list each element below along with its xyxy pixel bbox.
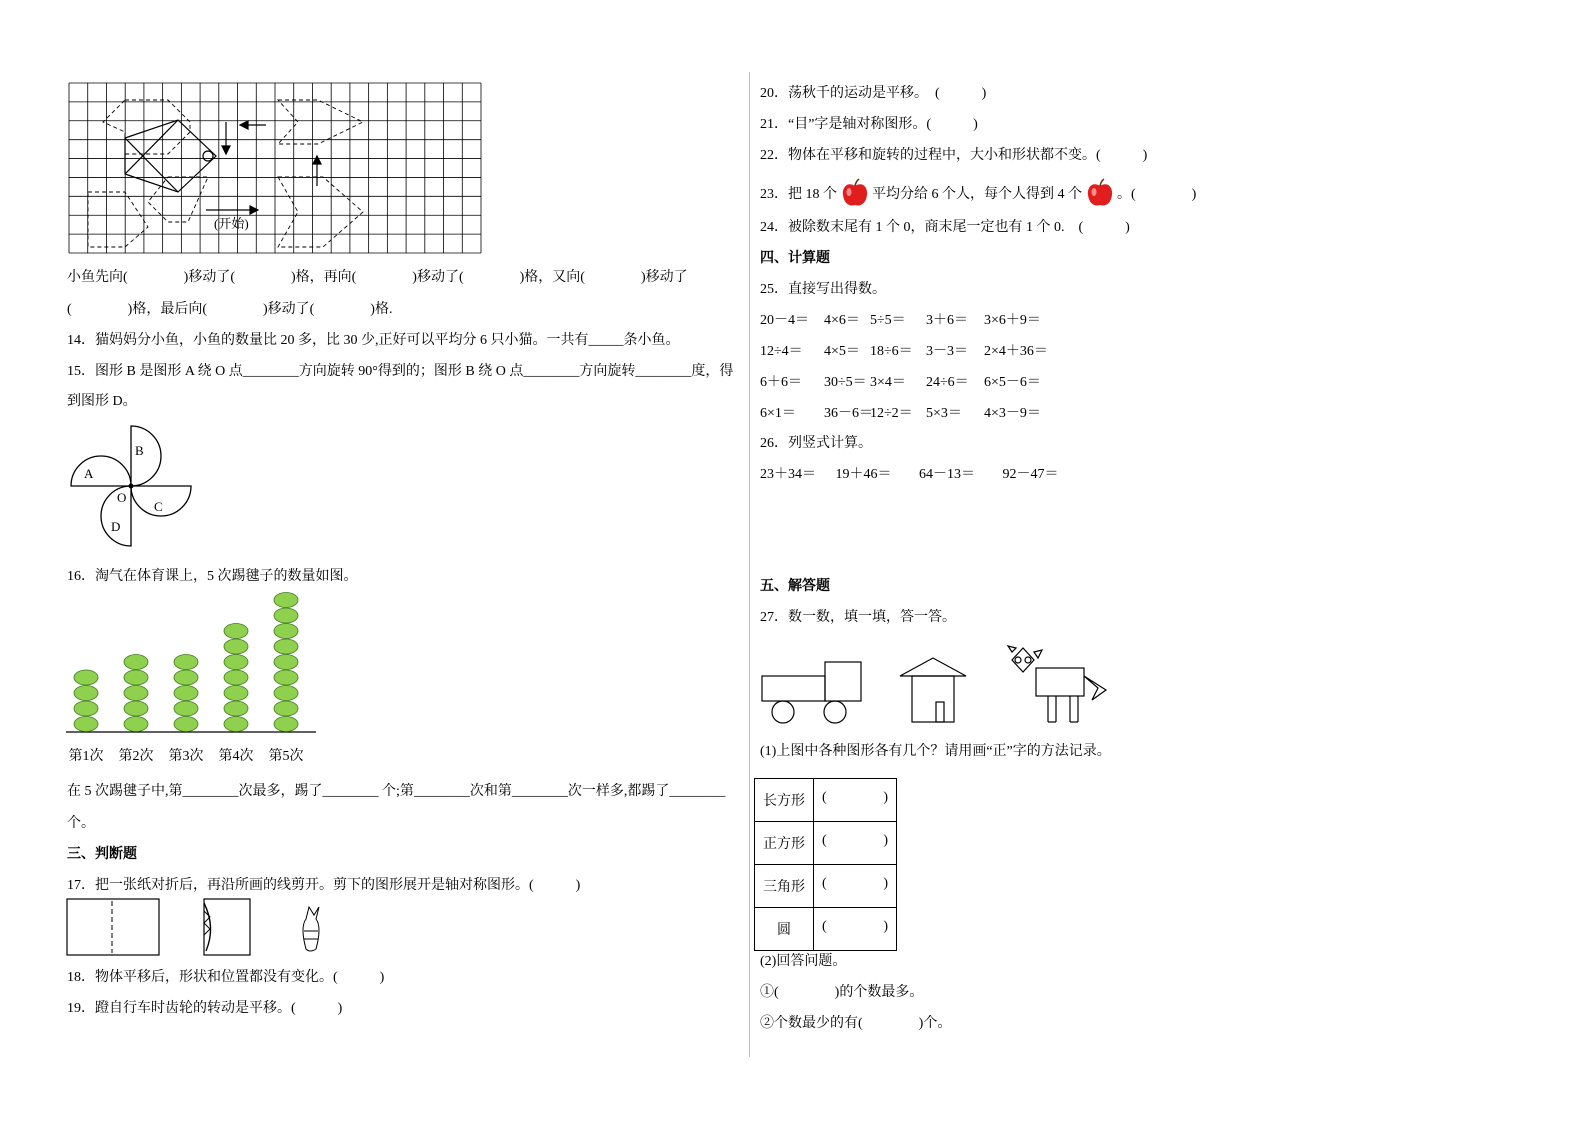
calc-item: 3－3＝ bbox=[926, 344, 968, 359]
calc-item: 18÷6＝ bbox=[870, 344, 913, 359]
grid-start-label: (开始) bbox=[214, 216, 249, 231]
q16-fill-line2: 个。 bbox=[67, 816, 95, 831]
apple-icon bbox=[1086, 178, 1114, 208]
pinwheel-label-d: D bbox=[111, 519, 121, 534]
q25: 25．直接写出得数。 bbox=[760, 282, 886, 297]
shuttlecock-ball bbox=[124, 717, 148, 732]
q27-answer1: ①( )的个数最多。 bbox=[760, 985, 924, 1000]
category-label: 第5次 bbox=[268, 749, 304, 764]
vertical-calc: 92－47＝ bbox=[1002, 467, 1059, 482]
shuttlecock-ball bbox=[174, 717, 198, 732]
shape-count-table bbox=[754, 778, 897, 951]
calc-item: 6×5－6＝ bbox=[984, 375, 1041, 390]
calc-item: 6×1＝ bbox=[760, 406, 796, 421]
q22: 22．物体在平移和旋转的过程中，大小和形状都不变。( ) bbox=[760, 148, 1148, 163]
q17: 17．把一张纸对折后，再沿所画的线剪开。剪下的图形展开是轴对称图形。( ) bbox=[67, 878, 581, 893]
q27-sub2: (2)回答问题。 bbox=[760, 954, 847, 969]
shuttlecock-ball bbox=[224, 717, 248, 732]
vertical-calc: 23＋34＝ bbox=[760, 467, 816, 482]
apple-icon bbox=[841, 178, 869, 208]
shuttlecock-ball bbox=[224, 701, 248, 716]
fish-movement-grid bbox=[68, 82, 482, 254]
answer-cell[interactable]: ( ) bbox=[814, 865, 897, 908]
shuttlecock-ball bbox=[174, 686, 198, 701]
shuttlecock-ball bbox=[124, 655, 148, 670]
pinwheel-label-a: A bbox=[84, 466, 94, 481]
pinwheel-label-c: C bbox=[154, 499, 163, 514]
shuttlecock-ball bbox=[124, 670, 148, 685]
shuttlecock-ball bbox=[124, 686, 148, 701]
shuttlecock-ball bbox=[74, 686, 98, 701]
shuttlecock-ball bbox=[274, 639, 298, 654]
shuttlecock-ball bbox=[224, 686, 248, 701]
paper-fold-figures bbox=[66, 897, 356, 959]
q23-part1: 23．把 18 个 bbox=[760, 187, 837, 203]
calc-item: 3＋6＝ bbox=[926, 313, 968, 328]
calc-item: 5×3＝ bbox=[926, 406, 962, 421]
shuttlecock-ball bbox=[274, 717, 298, 732]
q13-line2: ( )格，最后向( )移动了( )格. bbox=[67, 302, 393, 317]
shuttlecock-ball bbox=[224, 670, 248, 685]
q14: 14．猫妈妈分小鱼，小鱼的数量比 20 多，比 30 少,正好可以平均分 6 只小猫。一共有_____条小鱼。 bbox=[67, 333, 680, 348]
shuttlecock-ball bbox=[274, 624, 298, 639]
calc-item: 12÷4＝ bbox=[760, 344, 803, 359]
q16: 16．淘气在体育课上，5 次踢毽子的数量如图。 bbox=[67, 569, 358, 584]
shuttlecock-ball bbox=[174, 655, 198, 670]
category-label: 第2次 bbox=[118, 749, 154, 764]
shuttlecock-ball bbox=[274, 655, 298, 670]
answer-cell[interactable]: ( ) bbox=[814, 908, 897, 951]
q15-line1: 15．图形 B 是图形 A 绕 O 点________方向旋转 90°得到的；图形 B 绕 O 点________方向旋转________度，得 bbox=[67, 364, 734, 379]
q27-sub1: (1)上图中各种图形各有几个？请用画“正”字的方法记录。 bbox=[760, 744, 1111, 759]
shuttlecock-ball bbox=[174, 701, 198, 716]
calc-item: 20－4＝ bbox=[760, 313, 809, 328]
pinwheel-label-o: O bbox=[117, 490, 127, 505]
calc-item: 36－6＝ bbox=[824, 406, 873, 421]
shuttlecock-ball bbox=[124, 701, 148, 716]
q27-answer2: ②个数最少的有( )个。 bbox=[760, 1016, 952, 1031]
shuttlecock-ball bbox=[74, 670, 98, 685]
calc-item: 3×6＋9＝ bbox=[984, 313, 1041, 328]
pinwheel-label-b: B bbox=[135, 443, 144, 458]
category-label: 第1次 bbox=[68, 749, 104, 764]
shuttlecock-ball bbox=[74, 701, 98, 716]
q21: 21．“目”字是轴对称图形。( ) bbox=[760, 117, 978, 132]
shuttlecock-ball bbox=[274, 701, 298, 716]
category-label: 第4次 bbox=[218, 749, 254, 764]
row-label: 三角形 bbox=[755, 865, 814, 908]
pinwheel-figure bbox=[68, 422, 198, 550]
calc-item: 12÷2＝ bbox=[870, 406, 913, 421]
q24: 24．被除数末尾有 1 个 0，商末尾一定也有 1 个 0. ( ) bbox=[760, 220, 1130, 235]
vertical-calc: 19＋46＝ bbox=[835, 467, 892, 482]
table-row bbox=[755, 822, 897, 865]
calc-item: 4×6＝ bbox=[824, 313, 860, 328]
row-label: 正方形 bbox=[755, 822, 814, 865]
shuttlecock-ball bbox=[274, 608, 298, 623]
row-label: 圆 bbox=[755, 908, 814, 951]
answer-cell[interactable]: ( ) bbox=[814, 779, 897, 822]
q18: 18．物体平移后，形状和位置都没有变化。( ) bbox=[67, 970, 385, 985]
section4-title: 四、计算题 bbox=[760, 251, 830, 266]
calc-item: 30÷5＝ bbox=[824, 375, 867, 390]
q23 bbox=[760, 180, 1196, 210]
shuttlecock-ball bbox=[274, 593, 298, 608]
calc-item: 24÷6＝ bbox=[926, 375, 969, 390]
q23-part3: 。( ) bbox=[1117, 187, 1197, 203]
shuttlecock-ball bbox=[224, 639, 248, 654]
q19: 19．蹬自行车时齿轮的转动是平移。( ) bbox=[67, 1001, 343, 1016]
table-row bbox=[755, 865, 897, 908]
column-divider bbox=[749, 72, 750, 1057]
shape-figures bbox=[760, 646, 1110, 736]
vertical-calc: 64－13＝ bbox=[919, 467, 975, 482]
calc-item: 5÷5＝ bbox=[870, 313, 906, 328]
shuttlecock-ball bbox=[224, 655, 248, 670]
calc-item: 2×4＋36＝ bbox=[984, 344, 1048, 359]
table-row bbox=[755, 779, 897, 822]
shuttlecock-ball bbox=[274, 670, 298, 685]
answer-cell[interactable]: ( ) bbox=[814, 822, 897, 865]
q26: 26．列竖式计算。 bbox=[760, 436, 872, 451]
table-row bbox=[755, 908, 897, 951]
calc-item: 6＋6＝ bbox=[760, 375, 802, 390]
section3-title: 三、判断题 bbox=[67, 847, 137, 862]
calc-item: 3×4＝ bbox=[870, 375, 906, 390]
shuttlecock-ball bbox=[224, 624, 248, 639]
calc-item: 4×5＝ bbox=[824, 344, 860, 359]
shuttlecock-chart bbox=[66, 586, 320, 766]
q13-line1: 小鱼先向( )移动了( )格，再向( )移动了( )格，又向( )移动了 bbox=[67, 270, 688, 285]
shuttlecock-ball bbox=[174, 670, 198, 685]
q20: 20．荡秋千的运动是平移。 ( ) bbox=[760, 86, 987, 101]
section5-title: 五、解答题 bbox=[760, 579, 830, 594]
vertical-calc-row bbox=[760, 463, 1083, 483]
calc-item: 4×3－9＝ bbox=[984, 406, 1041, 421]
q15-line2: 到图形 D。 bbox=[67, 394, 137, 409]
q27: 27．数一数，填一填，答一答。 bbox=[760, 610, 956, 625]
q23-part2: 平均分给 6 个人，每个人得到 4 个 bbox=[872, 187, 1082, 203]
row-label: 长方形 bbox=[755, 779, 814, 822]
shuttlecock-ball bbox=[74, 717, 98, 732]
q16-fill-line1: 在 5 次踢毽子中,第________次最多，踢了________ 个;第________次和第________次一样多,都踢了________ bbox=[67, 784, 726, 799]
shuttlecock-ball bbox=[274, 686, 298, 701]
category-label: 第3次 bbox=[168, 749, 204, 764]
